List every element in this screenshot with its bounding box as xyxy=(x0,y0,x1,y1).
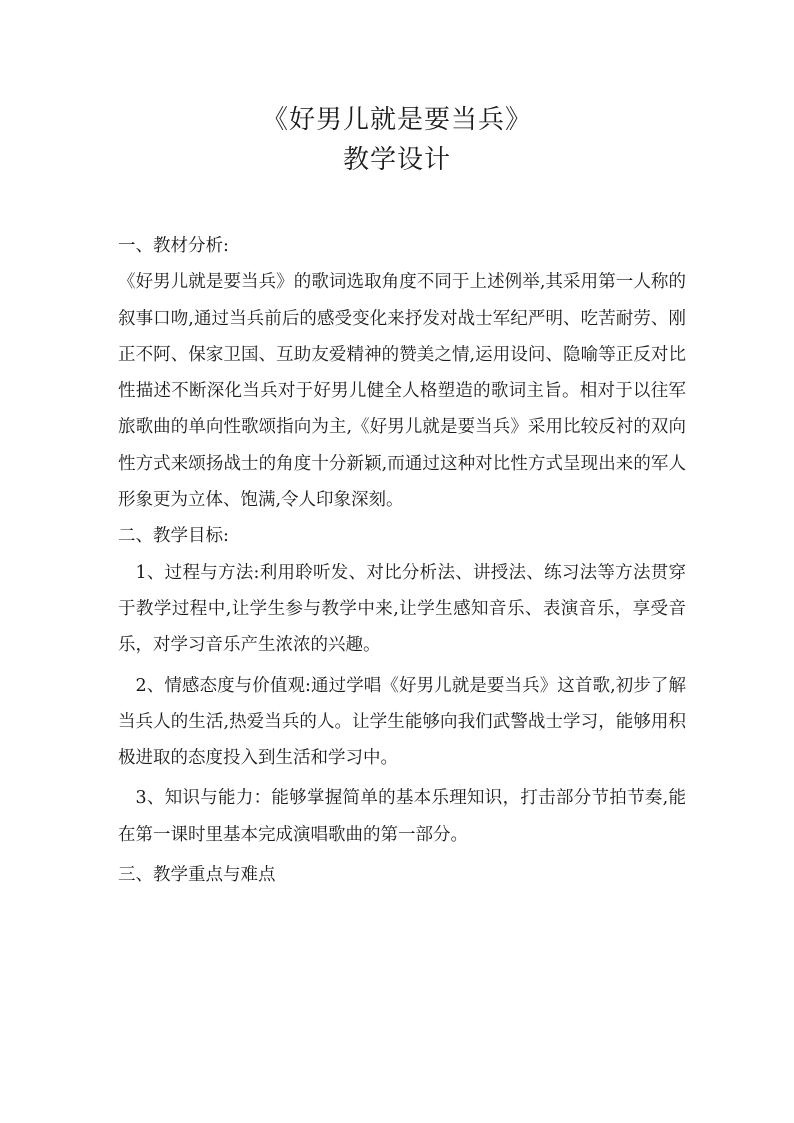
goal-item-emotion-values: 2、情感态度与价值观:通过学唱《好男儿就是要当兵》这首歌,初步了解当兵人的生活,热爱当兵的人。让学生能够向我们武警战士学习，能够用积极进取的态度投入到生活和学习中。 xyxy=(118,675,686,769)
section-heading-teaching-goals: 二、教学目标: xyxy=(118,526,229,547)
section-heading-key-points: 三、教学重点与难点 xyxy=(118,865,276,886)
goal-item-process-method: 1、过程与方法:利用聆听发、对比分析法、讲授法、练习法等方法贯穿于教学过程中,让学生参与教学中来,让学生感知音乐、表演音乐，享受音乐，对学习音乐产生浓浓的兴趣。 xyxy=(118,562,686,656)
section-heading-material-analysis: 一、教材分析: xyxy=(118,236,229,256)
goal-item-knowledge-ability: 3、知识与能力：能够掌握简单的基本乐理知识，打击部分节拍节奏,能在第一课时里基本完成演唱歌曲的第一部分。 xyxy=(118,788,686,845)
document-body xyxy=(118,228,686,893)
document-title: 《好男儿就是要当兵》 xyxy=(261,105,532,135)
title-block xyxy=(0,100,794,180)
document-subtitle: 教学设计 xyxy=(342,145,451,175)
material-analysis-paragraph: 《好男儿就是要当兵》的歌词选取角度不同于上述例举,其采用第一人称的叙事口吻,通过当兵前后的感受变化来抒发对战士军纪严明、吃苦耐劳、刚正不阿、保家卫国、互助友爱精神的赞美之情,运用设问、隐喻等正反对比性描述不断深化当兵对于好男儿健全人格塑造的歌词主旨。相对于以往军旅歌曲的单向性歌颂指向为主,《好男儿就是要当兵》采用比较反衬的双向性方式来颂扬战士的角度十分新颖,而通过这种对比性方式呈现出来的军人形象更为立体、饱满,令人印象深刻。 xyxy=(118,272,686,511)
